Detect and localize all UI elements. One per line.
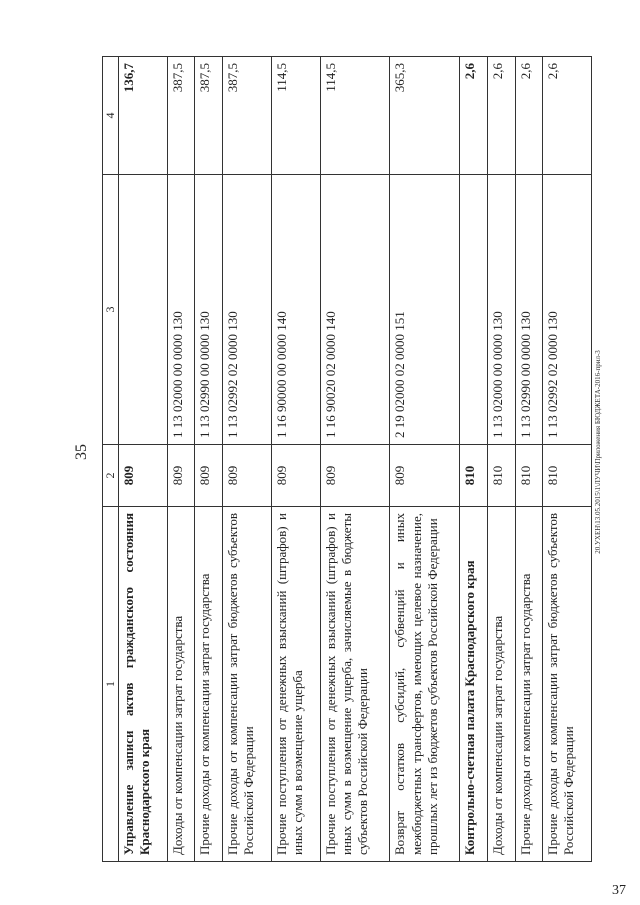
row-admin-code: 809 [390, 445, 460, 507]
row-admin-code: 810 [487, 445, 515, 507]
row-admin-code: 809 [223, 445, 272, 507]
row-amount: 2,6 [543, 57, 592, 175]
table-row [460, 57, 488, 862]
row-kbk-code: 1 13 02992 02 0000 130 [543, 175, 592, 445]
table-row [271, 57, 320, 862]
row-admin-code: 810 [543, 445, 592, 507]
row-amount: 387,5 [195, 57, 223, 175]
row-amount: 2,6 [515, 57, 543, 175]
table-row [167, 57, 195, 862]
row-amount: 2,6 [460, 57, 488, 175]
footer-code: 20.УХЕН\13.05.2015\1\ЛУЧИ\Приложения БЮДЖЕТА-2016-прил-3 [594, 350, 602, 554]
row-admin-code: 809 [320, 445, 390, 507]
corner-number: 37 [612, 883, 626, 898]
table-row [487, 57, 515, 862]
table-row [320, 57, 390, 862]
table-row [390, 57, 460, 862]
header-row [103, 57, 119, 862]
row-kbk-code: 1 13 02000 00 0000 130 [167, 175, 195, 445]
header-col-2: 2 [103, 445, 119, 507]
row-kbk-code: 1 13 02990 00 0000 130 [515, 175, 543, 445]
row-name: Прочие доходы от компенсации затрат государства [195, 507, 223, 862]
row-amount: 114,5 [271, 57, 320, 175]
row-kbk-code: 1 13 02992 02 0000 130 [223, 175, 272, 445]
row-kbk-code [119, 175, 168, 445]
table-container [102, 57, 592, 862]
row-amount: 387,5 [167, 57, 195, 175]
row-admin-code: 809 [271, 445, 320, 507]
table-row [515, 57, 543, 862]
row-name: Управление записи актов гражданского состояния Краснодарского края [119, 507, 168, 862]
row-amount: 387,5 [223, 57, 272, 175]
header-col-3: 3 [103, 175, 119, 445]
revenue-table [102, 56, 592, 862]
row-amount: 365,3 [390, 57, 460, 175]
row-name: Возврат остатков субсидий, субвенций и иных межбюджетных трансфертов, имеющих целевое назначение, прошлых лет из бюджетов субъектов Российской Федерации [390, 507, 460, 862]
table-row [195, 57, 223, 862]
row-kbk-code: 1 13 02990 00 0000 130 [195, 175, 223, 445]
row-name: Доходы от компенсации затрат государства [487, 507, 515, 862]
row-admin-code: 809 [195, 445, 223, 507]
row-kbk-code [460, 175, 488, 445]
row-kbk-code: 2 19 02000 02 0000 151 [390, 175, 460, 445]
table-row [223, 57, 272, 862]
row-admin-code: 809 [167, 445, 195, 507]
row-amount: 2,6 [487, 57, 515, 175]
row-amount: 114,5 [320, 57, 390, 175]
row-name: Прочие доходы от компенсации затрат бюджетов субъектов Российской Федерации [223, 507, 272, 862]
table-row [119, 57, 168, 862]
row-kbk-code: 1 16 90020 02 0000 140 [320, 175, 390, 445]
row-kbk-code: 1 16 90000 00 0000 140 [271, 175, 320, 445]
row-kbk-code: 1 13 02000 00 0000 130 [487, 175, 515, 445]
row-admin-code: 809 [119, 445, 168, 507]
row-admin-code: 810 [515, 445, 543, 507]
row-name: Прочие доходы от компенсации затрат бюджетов субъектов Российской Федерации [543, 507, 592, 862]
row-name: Контрольно-счетная палата Краснодарского края [460, 507, 488, 862]
row-amount: 136,7 [119, 57, 168, 175]
row-admin-code: 810 [460, 445, 488, 507]
header-col-4: 4 [103, 57, 119, 175]
page-number: 35 [73, 444, 90, 460]
row-name: Прочие поступления от денежных взысканий (штрафов) и иных сумм в возмещение ущерба, зачисляемые в бюджеты субъектов Российской Федерации [320, 507, 390, 862]
row-name: Прочие доходы от компенсации затрат государства [515, 507, 543, 862]
row-name: Доходы от компенсации затрат государства [167, 507, 195, 862]
header-col-1: 1 [103, 507, 119, 862]
row-name: Прочие поступления от денежных взысканий (штрафов) и иных сумм в возмещение ущерба [271, 507, 320, 862]
table-row [543, 57, 592, 862]
